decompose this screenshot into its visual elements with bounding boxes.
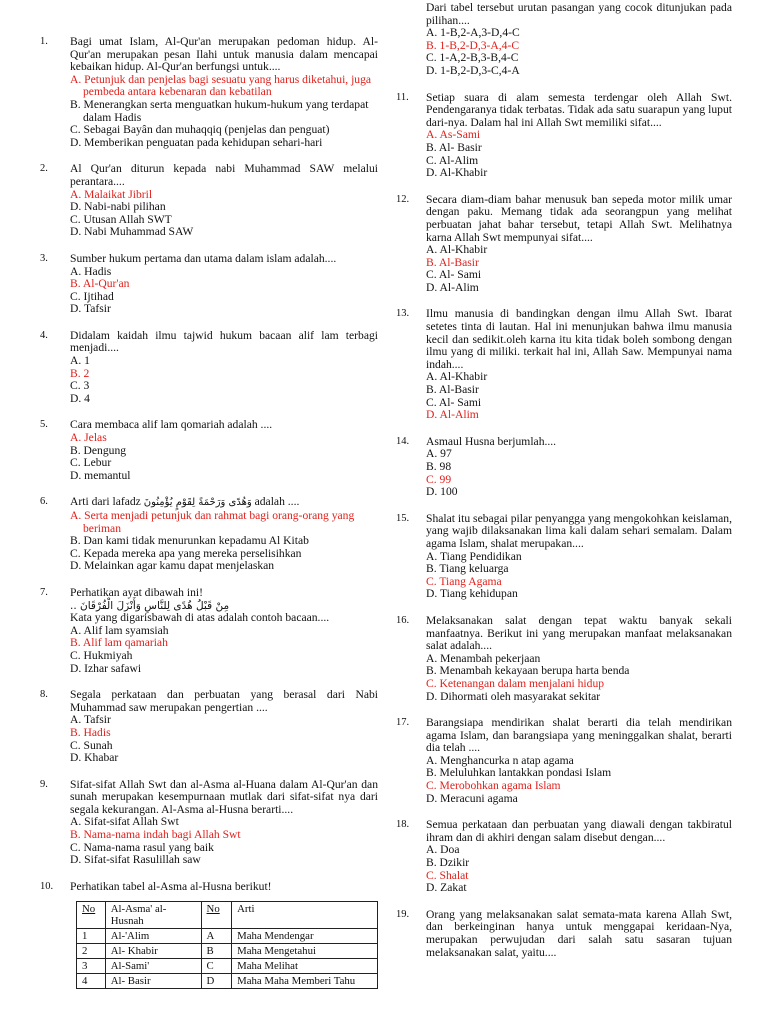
question-item: [40, 330, 378, 406]
question-stem: Barangsiapa mendirikan shalat berarti dia telah mendirikan agama Islam, dan barangsiapa yang meninggalkan shalat, berarti dia telah ....: [426, 716, 732, 755]
answer-option: C. Sebagai Bayân dan muhaqqiq (penjelas dan penguat): [70, 123, 330, 137]
answer-option: A. 1: [70, 354, 90, 368]
answer-option: B. Menambah kekayaan berupa harta benda: [426, 664, 630, 678]
table-cell: C: [201, 959, 232, 974]
table-header-cell: No: [77, 902, 106, 929]
question-number: 2.: [40, 163, 48, 175]
question-number: 18.: [396, 819, 410, 831]
answer-option: D. 4: [70, 391, 90, 405]
question-number: 9.: [40, 778, 48, 790]
answer-option-correct: B. Alif lam qamariah: [70, 636, 168, 650]
table-cell: Maha Melihat: [232, 959, 378, 974]
answer-option: D. Nabi-nabi pilihan: [70, 200, 166, 214]
answer-option: C. Utusan Allah SWT: [70, 212, 172, 226]
question-stem: [70, 496, 378, 510]
answer-option-correct: C. Shalat: [426, 868, 469, 882]
answer-option: D. memantul: [70, 468, 131, 482]
answer-option: C. Ijtihad: [70, 289, 114, 303]
question-item: [396, 308, 732, 421]
answer-option-correct: B. Hadis: [70, 725, 111, 739]
answer-option: A. Hadis: [70, 264, 112, 278]
answer-option: D. Khabar: [70, 751, 119, 765]
question-item: [396, 819, 732, 895]
question-item: [396, 909, 732, 959]
answer-option-correct: B. Al-Qur'an: [70, 277, 130, 291]
question-item: [396, 92, 732, 180]
answer-option: C. Hukmiyah: [70, 648, 133, 662]
answer-option-correct: A. Malaikat Jibril: [70, 187, 153, 201]
answer-option: D. Tafsir: [70, 302, 111, 316]
answer-option: D. Memberikan penguatan pada kehidupan sehari-hari: [70, 135, 323, 149]
question-item: [40, 496, 378, 573]
answer-option: B. Dzikir: [426, 856, 470, 870]
answer-option: C. Al- Sami: [426, 268, 482, 282]
question-stem: Sumber hukum pertama dan utama dalam islam adalah....: [70, 251, 337, 265]
answer-option: A. Menghancurka n atap agama: [426, 753, 574, 767]
answer-option-correct: C. 99: [426, 472, 452, 486]
answer-option: D. Sifat-sifat Rasulillah saw: [70, 853, 201, 867]
table-cell: Maha Maha Memberi Tahu: [232, 974, 378, 989]
answer-option: B. Menerangkan serta menguatkan hukum-hukum yang terdapat dalam Hadis: [70, 97, 369, 124]
question-stem: Sifat-sifat Allah Swt dan al-Asma al-Huana dalam Al-Qur'an dan sunah merupakan kesempurnaan mutlak dari sifat-sifat nya dari segala kekurangan. Al-Asma al-Husna berarti....: [70, 777, 378, 816]
answer-option: D. Al-Khabir: [426, 166, 488, 180]
answer-option-correct: B. 1-B,2-D,3-A,4-C: [426, 38, 520, 52]
question-number: 5.: [40, 419, 48, 431]
answer-option: A. Alif lam syamsiah: [70, 623, 169, 637]
question-number: 10.: [40, 880, 54, 892]
left-column: [40, 36, 378, 989]
answer-option: D. Meracuni agama: [426, 791, 518, 805]
table-cell: 3: [77, 959, 106, 974]
question-number: 13.: [396, 308, 410, 320]
answer-option: A. Al-Khabir: [426, 243, 488, 257]
answer-option-correct: A. Petunjuk dan penjelas bagi sesuatu yang harus diketahui, juga pembeda antara kebenaran dan kebatilan: [70, 72, 372, 99]
answer-option: D. Melainkan agar kamu dapat menjelaskan: [70, 559, 275, 573]
answer-option-correct: C. Merobohkan agama Islam: [426, 779, 561, 793]
answer-option-correct: C. Tiang Agama: [426, 574, 502, 588]
question-stem: Orang yang melaksanakan salat semata-mata karena Allah Swt, dan berkeinginan hanya untuk menggapai keridaan-Nya, merupakan perwujudan dari salah satu sasaran tujuan melaksanakan salat, yaitu....: [426, 907, 732, 959]
stem-text: adalah ....: [251, 495, 300, 509]
answer-option-correct: B. Al-Basir: [426, 255, 479, 269]
answer-option: C. Al- Sami: [426, 395, 482, 409]
question-number: 1.: [40, 36, 48, 47]
answer-option: C. Kepada mereka apa yang mereka perselisihkan: [70, 546, 302, 560]
answer-option: D. Tiang kehidupan: [426, 587, 518, 601]
table-cell: 4: [77, 974, 106, 989]
question-number: 6.: [40, 496, 48, 508]
answer-option: B. Dan kami tidak menurunkan kepadamu Al Kitab: [70, 534, 309, 548]
question-stem: Asmaul Husna berjumlah....: [426, 434, 557, 448]
answer-option: A. Doa: [426, 843, 460, 857]
answer-option: D. Zakat: [426, 881, 467, 895]
question-item: [40, 587, 378, 675]
question-stem: Segala perkataan dan perbuatan yang berasal dari Nabi Muhammad saw merupakan pengertian ....: [70, 688, 378, 714]
question-item: [40, 779, 378, 867]
question-item: [40, 419, 378, 482]
answer-option-correct: B. Nama-nama indah bagi Allah Swt: [70, 828, 241, 842]
question-number: 3.: [40, 252, 48, 264]
answer-option: A. Tafsir: [70, 713, 111, 727]
question-stem: Cara membaca alif lam qomariah adalah ....: [70, 418, 273, 432]
answer-option: B. Dengung: [70, 443, 127, 457]
arabic-phrase: وَهُدًى وَرَحْمَةً لِقَوْمٍ يُؤْمِنُونَ: [143, 497, 252, 509]
table-header-cell: No: [201, 902, 232, 929]
question-number: 4.: [40, 329, 48, 341]
question-number: 11.: [396, 91, 409, 103]
table-cell: Al-'Alim: [105, 929, 201, 944]
answer-option-correct: D. Al-Alim: [426, 408, 479, 422]
answer-option-correct: B. 2: [70, 366, 90, 380]
answer-option-correct: C. Ketenangan dalam menjalani hidup: [426, 676, 605, 690]
arabic-verse: مِنْ قَبْلُ هُدًى لِلنَّاسِ وَأَنْزَلَ الْفُرْقَانَ ..: [70, 599, 230, 612]
answer-option: A. Sifat-sifat Allah Swt: [70, 815, 179, 829]
question-item: [40, 689, 378, 765]
question-stem: Ilmu manusia di bandingkan dengan ilmu Allah Swt. Ibarat setetes tinta di lautan. Hal ini menunjukan bahwa ilmu manusia kecil dan sedikit.oleh karna itu kita tidak boleh sombong dengan ilmu yang di miliki. terkait hal ini, Allah Saw. Mempunyai nama indah....: [426, 307, 732, 371]
table-row: [77, 959, 378, 974]
answer-option: B. Al-Basir: [426, 383, 479, 397]
table-cell: Maha Mendengar: [232, 929, 378, 944]
question-stem: Dari tabel tersebut urutan pasangan yang cocok ditunjukan pada pilihan....: [426, 1, 732, 27]
question-item: [396, 615, 732, 703]
answer-option: B. 98: [426, 460, 452, 473]
table-cell: A: [201, 929, 232, 944]
answer-option: C. Lebur: [70, 456, 112, 470]
question-item: [40, 253, 378, 316]
stem-text: Arti dari lafadz: [70, 495, 144, 509]
question-stem: Perhatikan tabel al-Asma al-Husna berikut!: [70, 879, 272, 893]
question-stem: Perhatikan ayat dibawah ini!: [70, 585, 203, 599]
answer-option-correct: A. Serta menjadi petunjuk dan rahmat bagi orang-orang yang beriman: [70, 509, 355, 535]
question-item: [396, 194, 732, 295]
answer-option: C. 3: [70, 379, 90, 393]
table-cell: Maha Mengetahui: [232, 944, 378, 959]
table-row: [77, 974, 378, 989]
table-row: [77, 944, 378, 959]
answer-option: C. 1-A,2-B,3-B,4-C: [426, 51, 519, 65]
answer-option: A. 97: [426, 447, 452, 461]
question-number: 8.: [40, 689, 48, 701]
question-number: 7.: [40, 586, 48, 598]
question-stem: Secara diam-diam bahar menusuk ban sepeda motor milik umar dengan paku. Memang tidak ada seorangpun yang melihat perbuatan jahat bahar tersebut, tetapi Allah Swt. Melihatnya karna Allah Swt mempunyai sifat....: [426, 192, 732, 244]
question-number: 12.: [396, 193, 410, 205]
table-header-cell: Arti: [232, 902, 378, 929]
table-cell: 1: [77, 929, 106, 944]
table-cell: Al- Khabir: [105, 944, 201, 959]
answer-option: D. Izhar safawi: [70, 661, 142, 675]
question-stem: Semua perkataan dan perbuatan yang diawali dengan takbiratul ihram dan di akhiri dengan salam disebut dengan....: [426, 818, 732, 844]
answer-option: B. Meluluhkan lantakkan pondasi Islam: [426, 766, 612, 780]
answer-option-correct: A. As-Sami: [426, 128, 481, 142]
table-cell: B: [201, 944, 232, 959]
table-cell: D: [201, 974, 232, 989]
table-header-row: [77, 902, 378, 929]
answer-option-correct: A. Jelas: [70, 431, 107, 445]
question-number: 19.: [396, 908, 410, 920]
question-item: [40, 36, 378, 149]
question-stem: Melaksanakan salat dengan tepat waktu banyak sekali manfaatnya. Berikut ini yang merupakan manfaat melaksanakan salat adalah....: [426, 613, 732, 653]
answer-option: C. Al-Alim: [426, 153, 479, 167]
answer-option: D. 100: [426, 485, 458, 499]
question-number: 16.: [396, 614, 410, 626]
question-item: [396, 717, 732, 805]
answer-option: A. Al-Khabir: [426, 370, 488, 384]
question-number: 15.: [396, 512, 410, 524]
question-stem: Shalat itu sebagai pilar penyangga yang mengokohkan keislaman, yang wajib dilaksanakan lima kali dalam sehari semalam. Dalam agama Islam, shalat merupakan....: [426, 511, 732, 550]
answer-option: C. Nama-nama rasul yang baik: [70, 840, 214, 854]
question-stem: Al Qur'an diturun kepada nabi Muhammad SAW melalui perantara....: [70, 162, 378, 188]
answer-option: A. Tiang Pendidikan: [426, 549, 522, 563]
question-stem: Didalam kaidah ilmu tajwid hukum bacaan alif lam terbagi menjadi....: [70, 328, 378, 355]
table-cell: Al- Basir: [105, 974, 201, 989]
table-cell: Al-Sami': [105, 959, 201, 974]
table-cell: 2: [77, 944, 106, 959]
question-item: [396, 436, 732, 499]
answer-option: B. Tiang keluarga: [426, 562, 509, 576]
question-item: [40, 881, 378, 990]
answer-option: D. Al-Alim: [426, 280, 479, 294]
answer-option: D. 1-B,2-D,3-C,4-A: [426, 63, 520, 77]
answer-option: B. Al- Basir: [426, 140, 482, 154]
question-number: 17.: [396, 717, 410, 729]
answer-option: D. Nabi Muhammad SAW: [70, 225, 194, 239]
table-header-cell: Al-Asma' al-Husnah: [105, 902, 201, 929]
question-continuation: [396, 2, 732, 78]
answer-option: C. Sunah: [70, 738, 113, 752]
question-stem: Kata yang digarisbawah di atas adalah contoh bacaan....: [70, 611, 330, 625]
question-item: [396, 513, 732, 601]
question-stem: Setiap suara di alam semesta terdengar oleh Allah Swt. Pendengaranya tidak terbatas. Tidak ada satu suarapun yang luput dari-nya. Dalam hal ini Allah Swt memiliki sifat....: [426, 90, 732, 129]
asma-husna-table: [76, 901, 378, 989]
answer-option: D. Dihormati oleh masyarakat sekitar: [426, 689, 601, 703]
answer-option: A. Menambah pekerjaan: [426, 651, 541, 665]
right-column: [396, 1, 732, 973]
question-stem: Bagi umat Islam, Al-Qur'an merupakan pedoman hidup. Al-Qur'an merupakan pesan Ilahi untuk manusia dalam mencapai kebaikan hidup. Al-Qur'an berfungsi untuk....: [70, 35, 378, 74]
table-row: [77, 929, 378, 944]
question-item: [40, 163, 378, 239]
question-number: 14.: [396, 435, 410, 447]
answer-option: A. 1-B,2-A,3-D,4-C: [426, 26, 520, 40]
